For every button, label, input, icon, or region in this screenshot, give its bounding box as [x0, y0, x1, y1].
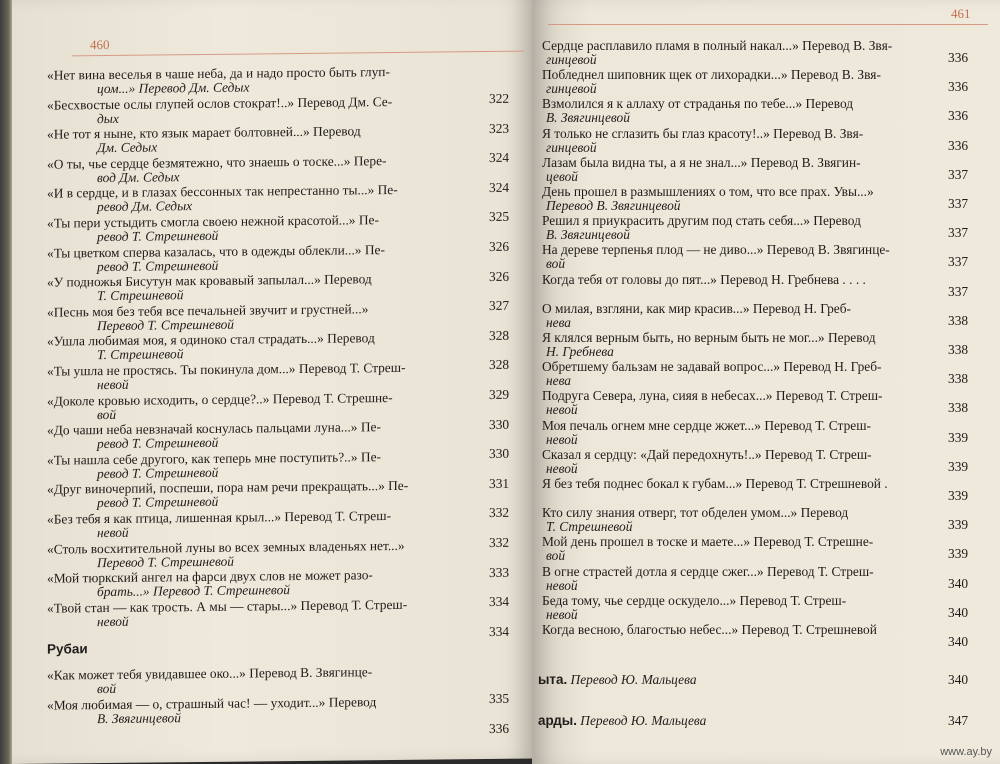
toc-entry-title: Лазам была видна ты, а я не знал...» Перевод В. Звягин- — [542, 154, 861, 170]
toc-entry-page: 326 — [489, 268, 510, 284]
toc-entry-translator: невой — [546, 431, 578, 447]
toc-entry-page: 338 — [948, 312, 969, 328]
toc-entry-translator: цом...» Перевод Дм. Седых — [97, 79, 250, 97]
toc-entry-page: 333 — [489, 564, 510, 580]
toc-section-translator: Перевод Ю. Мальцева — [567, 672, 697, 687]
toc-entry-title: «Ты пери устыдить смогла своею нежной красотой...» Пе- — [47, 212, 379, 231]
toc-entry-page: 338 — [948, 400, 969, 416]
toc-entry-title: «Столь восхитительной луны во всех земных владеньях нет...» — [47, 537, 405, 557]
toc-entry-title: «Нет вина веселья в чаше неба, да и надо просто быть глуп- — [47, 64, 390, 83]
toc-entry-translator: Н. Гребнева — [546, 344, 614, 359]
toc-entry-page: 328 — [489, 357, 510, 373]
left-page — [12, 0, 532, 764]
toc-entry-translator: вой — [97, 406, 117, 422]
toc-entry-title: «И в сердце, и в глазах бессонных так непрестанно ты...» Пе- — [47, 182, 398, 202]
toc-entry-page: 325 — [489, 209, 510, 225]
toc-entry-page: 322 — [489, 90, 510, 107]
toc-entry-page: 330 — [489, 445, 510, 462]
header-rule-left — [72, 51, 524, 57]
toc-entry-title: «Ты ушла не простясь. Ты покинула дом...» Перевод Т. Стреш- — [47, 359, 406, 379]
toc-entry-page: 334 — [489, 593, 510, 610]
toc-entry-page: 330 — [489, 416, 510, 432]
toc-entry-page: 336 — [489, 720, 510, 737]
toc-entry-page: 339 — [948, 429, 969, 445]
toc-entry-title: «Мой тюркский ангел на фарси двух слов не может разо- — [47, 567, 373, 586]
page-number-left: 460 — [90, 36, 110, 53]
toc-entry-page: 328 — [489, 327, 510, 343]
toc-section-name: арды. — [538, 713, 577, 728]
toc-entry-title: Кто силу знания отверг, тот обделен умом...» Перевод — [542, 505, 849, 521]
toc-entry-translator: невой — [546, 402, 578, 418]
toc-entry-translator: невой — [546, 606, 578, 622]
toc-entry-title: В огне страстей дотла я сердце сжег...» Перевод Т. Стреш- — [542, 563, 874, 579]
toc-entry-translator: ревод Т. Стрешневой — [97, 464, 219, 481]
page-number-right: 461 — [951, 6, 971, 21]
toc-entry-title: «Ты нашла себе другого, как теперь мне поступить?..» Пе- — [47, 448, 381, 468]
toc-entry-title: Я без тебя поднес бокал к губам...» Перевод Т. Стрешневой . — [542, 476, 888, 491]
toc-entry-page: 332 — [489, 534, 510, 551]
toc-entry-translator: Т. Стрешневой — [97, 287, 184, 304]
toc-entry-translator: дых — [97, 110, 119, 126]
toc-entry-translator: Перевод В. Звягинцевой — [546, 198, 681, 213]
toc-entry-translator: невой — [97, 376, 129, 393]
toc-entry-page: 340 — [948, 634, 969, 649]
toc-entry-title: «Бесхвостые ослы глупей ослов стократ!..» Перевод Дм. Се- — [47, 93, 393, 113]
toc-entry-title: «До чаши неба невзначай коснулась пальцами луна...» Пе- — [47, 419, 381, 438]
toc-entry-translator: ревод Т. Стрешневой — [97, 435, 219, 452]
toc-entry-translator: ревод Т. Стрешневой — [97, 227, 219, 245]
toc-entry-title: Беда тому, чье сердце оскудело...» Перевод Т. Стреш- — [542, 592, 847, 608]
toc-entry-page: 324 — [489, 149, 510, 166]
toc-entry-translator: цевой — [546, 168, 578, 184]
toc-entry-translator: В. Звягинцевой — [546, 227, 630, 243]
toc-entry-page: 337 — [948, 254, 969, 270]
toc-entry-title: Обретшему бальзам не задавай вопрос...» Перевод Н. Греб- — [542, 359, 882, 375]
toc-section-title — [538, 672, 697, 687]
toc-entry-page: 339 — [948, 458, 969, 474]
toc-entry-translator: гинцевой — [546, 81, 597, 97]
toc-entry-translator: вой — [97, 680, 117, 697]
toc-entry-page: 340 — [948, 575, 969, 591]
toc-entry-title: Моя печаль огнем мне сердце жжет...» Перевод Т. Стреш- — [542, 417, 871, 433]
toc-entry-page: 339 — [948, 488, 969, 503]
toc-entry-page: 324 — [489, 179, 510, 195]
toc-entry-translator: вой — [546, 548, 566, 564]
toc-entry-title: Я клялся верным быть, но верным быть не мог...» Перевод — [542, 330, 876, 345]
toc-entry-title: На дереве терпенья плод — не диво...» Перевод В. Звягинце- — [542, 242, 890, 258]
toc-entry-translator: ревод Т. Стрешневой — [97, 494, 219, 511]
toc-entry-page: 327 — [489, 297, 510, 314]
toc-entry-title: День прошел в размышлениях о том, что все прах. Увы...» — [542, 184, 874, 199]
toc-entry-title: «Не тот я ныне, кто язык марает болтовней...» Перевод — [47, 123, 361, 142]
toc-entry-title: Я только не сглазить бы глаз красоту!..» Перевод В. Звя- — [542, 125, 864, 141]
toc-entry-translator: вой — [546, 256, 566, 272]
toc-entry-title: Мой день прошел в тоске и маете...» Перевод Т. Стрешне- — [542, 534, 874, 550]
toc-entry-title: Побледнел шиповник щек от лихорадки...» Перевод В. Звя- — [542, 67, 881, 83]
toc-entry-title: Подруга Севера, луна, сияя в небесах...» Перевод Т. Стреш- — [542, 388, 883, 404]
toc-section-translator: Перевод Ю. Мальцева — [576, 713, 707, 728]
toc-entry-page: 336 — [948, 137, 969, 153]
toc-entry-page: 334 — [489, 623, 510, 639]
toc-entry-title: «О ты, чье сердце безмятежно, что знаешь о тоске...» Пере- — [47, 152, 387, 172]
toc-entry-translator: брать...» Перевод Т. Стрешневой — [97, 582, 290, 600]
toc-entry-title: Решил я приукрасить другим под стать себя...» Перевод — [542, 213, 861, 229]
toc-entry-title: «Моя любимая — о, страшный час! — уходит...» Перевод — [47, 694, 377, 713]
toc-entry-translator: гинцевой — [546, 139, 597, 155]
toc-entry-page: 337 — [948, 283, 969, 299]
toc-entry-translator: нева — [546, 314, 572, 330]
toc-entry-translator: вод Дм. Седых — [97, 169, 180, 185]
toc-entry-title: «Доколе кровью исходить, о сердце?..» Перевод Т. Стрешне- — [47, 389, 393, 409]
toc-entry-page: 339 — [948, 517, 969, 533]
toc-entry-title: «Друг виночерпий, поспеши, пора нам речи прекращать...» Пе- — [47, 478, 409, 498]
toc-entry-title: Сердце расплавило пламя в полный накал...» Перевод В. Звя- — [542, 38, 893, 53]
toc-entry-translator: невой — [546, 460, 578, 476]
toc-entry-page: 336 — [948, 50, 969, 65]
toc-entry-translator: Дм. Седых — [97, 139, 158, 156]
header-rule-right — [548, 24, 988, 25]
toc-entry-title: «У подножья Бисутун мак кровавый запылал...» Перевод — [47, 271, 372, 290]
toc-entry-title: О милая, взгляни, как мир красив...» Перевод Н. Греб- — [542, 300, 852, 316]
toc-entry-translator: гинцевой — [546, 52, 597, 67]
toc-entry-page: 331 — [489, 475, 510, 491]
toc-entry-page: 336 — [948, 108, 969, 124]
toc-entry-title: «Твой стан — как трость. А мы — стары...» Перевод Т. Стреш- — [47, 596, 408, 616]
toc-entry-title: «Без тебя я как птица, лишенная крыл...» Перевод Т. Стреш- — [47, 508, 392, 527]
toc-section-title — [538, 713, 706, 728]
toc-entry-translator: Перевод Т. Стрешневой — [97, 316, 234, 333]
toc-entry-page: 339 — [948, 546, 969, 562]
toc-entry-page: 337 — [948, 196, 969, 211]
watermark: www.ay.by — [940, 746, 992, 758]
toc-entry-page: 329 — [489, 386, 510, 403]
toc-entry-translator: В. Звягинцевой — [97, 710, 181, 727]
toc-entry-page: 337 — [948, 225, 969, 241]
toc-entry-translator: невой — [97, 524, 129, 541]
section-heading-rubai: Рубаи — [47, 641, 88, 657]
toc-entry-translator: Т. Стрешневой — [546, 519, 633, 535]
toc-entry-page: 338 — [948, 342, 969, 357]
toc-entry-title: «Песнь моя без тебя все печальней звучит и грустней...» — [47, 301, 369, 320]
toc-entry-translator: невой — [546, 577, 578, 593]
toc-entry-title: «Как может тебя увидавшее око...» Перевод В. Звягинце- — [47, 664, 373, 683]
toc-entry-translator: нева — [546, 373, 572, 389]
toc-entry-page: 326 — [489, 238, 510, 255]
toc-entry-title: «Ушла любимая моя, я одиноко стал страдать...» Перевод — [47, 330, 375, 350]
toc-entry-translator: невой — [97, 613, 129, 629]
right-page — [532, 0, 1000, 764]
toc-entry-translator: Т. Стрешневой — [97, 346, 184, 363]
toc-entry-page: 340 — [948, 604, 969, 620]
toc-entry-page: 335 — [489, 690, 510, 707]
toc-entry-page: 338 — [948, 371, 969, 387]
toc-section-name: ыта. — [538, 672, 568, 687]
toc-entry-page: 323 — [489, 120, 510, 136]
toc-entry-translator: ревод Т. Стрешневой — [97, 257, 219, 274]
toc-entry-page: 337 — [948, 166, 969, 182]
toc-entry-translator: Перевод Т. Стрешневой — [97, 553, 234, 570]
toc-entry-translator: В. Звягинцевой — [546, 110, 630, 126]
toc-entry-page: 332 — [489, 505, 510, 521]
toc-entry-title: Сказал я сердцу: «Дай передохнуть!..» Перевод Т. Стреш- — [542, 446, 872, 462]
toc-entry-title: Когда тебя от головы до пят...» Перевод Н. Гребнева . . . . — [542, 271, 866, 287]
toc-entry-page: 347 — [948, 713, 969, 728]
toc-entry-page: 340 — [948, 672, 969, 687]
toc-entry-page: 336 — [948, 79, 969, 95]
toc-entry-title: Когда весною, благостью небес...» Перевод Т. Стрешневой — [542, 622, 877, 637]
toc-entry-translator: ревод Дм. Седых — [97, 198, 193, 215]
toc-entry-title: Взмолился я к аллаху от страданья по тебе...» Перевод — [542, 96, 854, 112]
toc-entry-title: «Ты цветком сперва казалась, что в одежды облекли...» Пе- — [47, 241, 385, 261]
